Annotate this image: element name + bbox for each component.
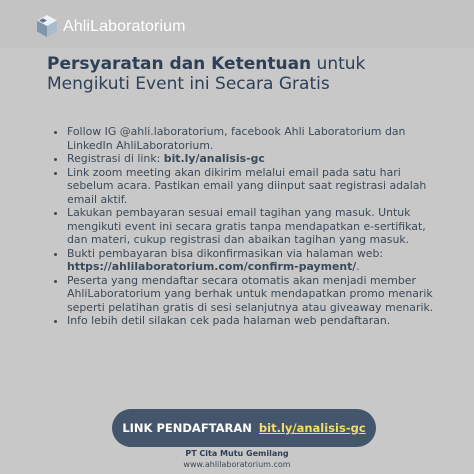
website-url[interactable]: www.ahlilaboratorium.com	[183, 460, 291, 469]
company-name: PT Cita Mutu Gemilang	[185, 449, 289, 458]
page-title	[47, 54, 447, 94]
item-text: Registrasi di link:	[67, 152, 164, 165]
item-text: Bukti pembayaran bisa dikonfirmasikan via halaman web:	[67, 246, 384, 260]
registration-button[interactable]	[112, 409, 376, 447]
title-rest: untuk Mengikuti Event ini Secara Gratis	[47, 54, 366, 94]
list-item	[67, 152, 449, 166]
item-text: Follow IG @ahli.laboratorium, facebook Ahli Laboratorium dan LinkedIn AhliLaboratorium.	[67, 125, 406, 152]
list-item	[67, 166, 449, 207]
cube-logo-icon	[36, 14, 58, 38]
item-text: Lakukan pembayaran sesuai email tagihan yang masuk. Untuk mengikuti event ini secara gratis tanpa mendapatkan e-sertifikat, dan materi, cukup registrasi dan abaikan tagihan yang masuk.	[67, 206, 426, 246]
header	[0, 0, 474, 48]
list-item	[67, 206, 449, 247]
list-item	[67, 247, 449, 274]
item-suffix: .	[356, 260, 360, 273]
cta-label: LINK PENDAFTARAN	[122, 421, 252, 435]
terms-list	[50, 125, 449, 328]
cta-link[interactable]: bit.ly/analisis-gc	[258, 421, 366, 435]
registration-link[interactable]: bit.ly/analisis-gc	[163, 152, 265, 165]
title-bold: Persyaratan dan Ketentuan	[47, 54, 312, 74]
item-text: Info lebih detil silakan cek pada halaman web pendaftaran.	[67, 314, 391, 327]
brand-name: AhliLaboratorium	[63, 18, 186, 35]
list-item	[67, 125, 449, 152]
list-item	[67, 314, 449, 328]
item-text: Peserta yang mendaftar secara otomatis akan menjadi member AhliLaboratorium yang berhak untuk mendapatkan promo menarik seperti pelatihan gratis di sesi selanjutnya atau giveaway menarik.	[67, 273, 434, 314]
item-text: Link zoom meeting akan dikirim melalui email pada satu hari sebelum acara. Pastikan email yang diinput saat registrasi adalah email aktif.	[67, 165, 427, 206]
list-item	[67, 274, 449, 315]
confirm-payment-link[interactable]: https://ahlilaboratorium.com/confirm-payment/	[67, 260, 357, 273]
